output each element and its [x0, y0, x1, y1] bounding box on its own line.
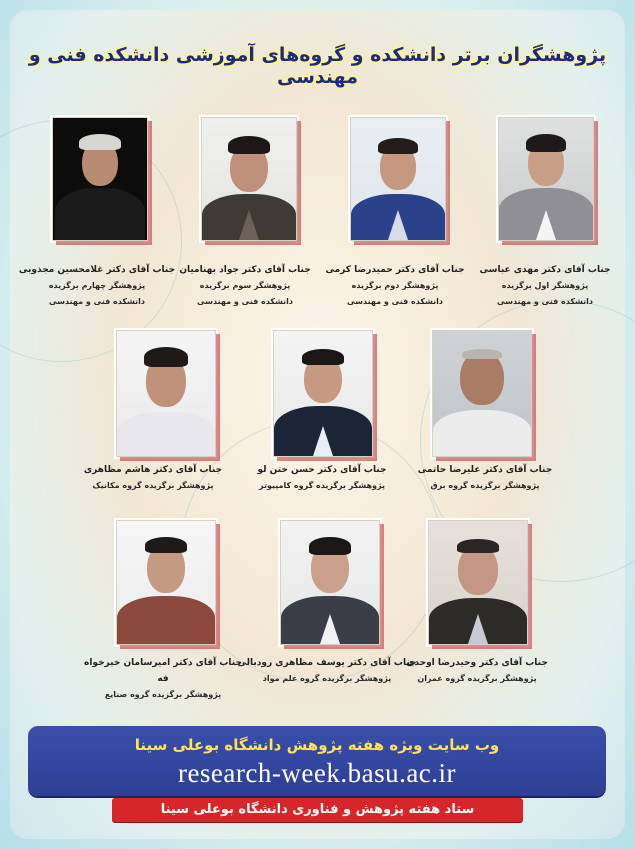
- researcher-name: جناب آقای دکتر وحیدرضا اوحدی: [406, 658, 548, 668]
- researcher-photo: [350, 117, 446, 241]
- website-url-link[interactable]: research-week.basu.ac.ir: [177, 758, 457, 788]
- researcher-role: پژوهشگر برگزیده گروه برق: [430, 481, 540, 490]
- researcher-caption: [460, 262, 630, 310]
- researcher-role: پژوهشگر اول برگزیده: [501, 281, 589, 290]
- researcher-role: پژوهشگر چهارم برگزیده: [48, 281, 146, 290]
- researcher-caption: [310, 262, 480, 310]
- researcher-role: پژوهشگر دوم برگزیده: [351, 281, 439, 290]
- researcher-role: پژوهشگر برگزیده گروه علم مواد: [262, 674, 392, 683]
- researcher-name: جناب آقای دکتر حسن ختن لو: [257, 465, 387, 475]
- researcher-photo: [116, 520, 216, 645]
- researcher-role: پژوهشگر سوم برگزیده: [199, 281, 291, 290]
- website-banner: [28, 726, 606, 796]
- researcher-name: جناب آقای دکتر غلامحسین مجذوبی: [18, 265, 176, 275]
- researcher-name: جناب آقای دکتر جواد بهنامیان: [179, 265, 311, 275]
- researcher-photo: [52, 117, 148, 241]
- researcher-caption: [237, 462, 407, 494]
- researcher-dept: دانشکده فنی و مهندسی: [347, 297, 443, 306]
- researcher-name: جناب آقای دکتر هاشم مظاهری: [83, 465, 223, 475]
- researcher-role: پژوهشگر برگزیده گروه مکانیک: [92, 481, 214, 490]
- researcher-photo: [432, 330, 532, 457]
- researcher-caption: [68, 462, 238, 494]
- researcher-role: پژوهشگر برگزیده گروه عمران: [417, 674, 537, 683]
- researcher-photo: [116, 330, 216, 457]
- researcher-name: جناب آقای دکتر حمیدرضا کرمی: [325, 265, 465, 275]
- footer-organizer: ستاد هفته پژوهش و فناوری دانشگاه بوعلی سینا: [112, 798, 523, 822]
- researcher-photo: [280, 520, 380, 645]
- researcher-name: جناب آقای دکتر امیرسامان خیرخواه فه: [84, 658, 242, 684]
- researcher-role: پژوهشگر برگزیده گروه صنایع: [104, 690, 222, 699]
- poster-title: پژوهشگران برتر دانشکده و گروه‌های آموزشی دانشکده فنی و مهندسی: [28, 44, 607, 88]
- researcher-caption: [78, 655, 248, 703]
- researcher-role: پژوهشگر برگزیده گروه کامپیوتر: [258, 481, 386, 490]
- researcher-caption: [12, 262, 182, 310]
- researcher-photo: [498, 117, 594, 241]
- banner-heading: وب سایت ویژه هفته پژوهش دانشگاه بوعلی سینا: [134, 736, 500, 754]
- researcher-caption: [237, 655, 417, 687]
- researcher-caption: [392, 655, 562, 687]
- researcher-photo: [201, 117, 297, 241]
- researcher-photo: [273, 330, 373, 457]
- researcher-photo: [428, 520, 528, 645]
- researcher-name: جناب آقای دکتر علیرضا حاتمی: [417, 465, 553, 475]
- researcher-dept: دانشکده فنی و مهندسی: [497, 297, 593, 306]
- researcher-dept: دانشکده فنی و مهندسی: [49, 297, 145, 306]
- researcher-dept: دانشکده فنی و مهندسی: [197, 297, 293, 306]
- researcher-name: جناب آقای دکتر یوسف مظاهری رودبالی: [237, 658, 417, 668]
- researcher-caption: [160, 262, 330, 310]
- researcher-name: جناب آقای دکتر مهدی عباسی: [479, 265, 611, 275]
- researcher-caption: [400, 462, 570, 494]
